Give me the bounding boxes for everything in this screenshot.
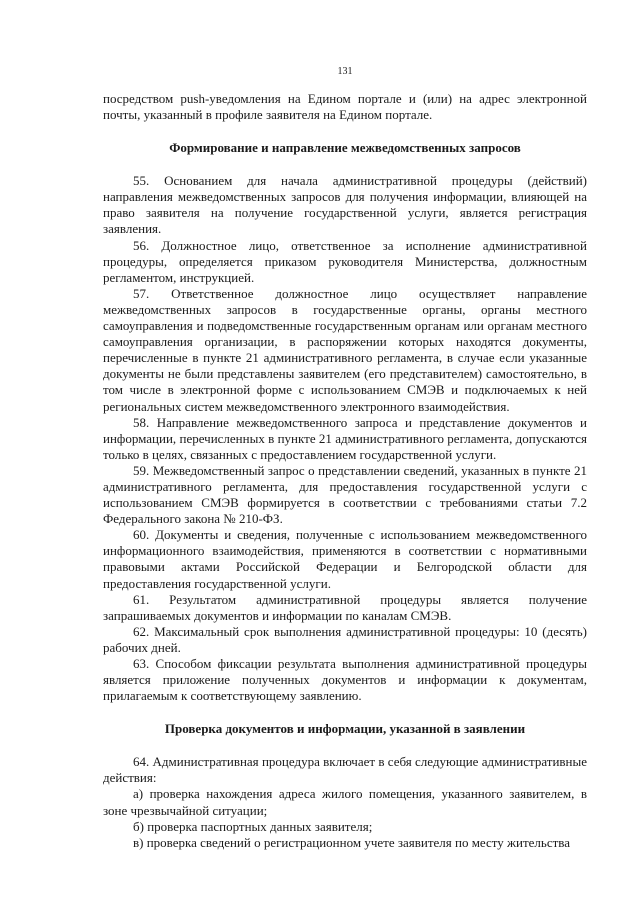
list-item-c: в) проверка сведений о регистрационном учете заявителя по месту жительства xyxy=(133,834,571,850)
paragraph-59: 59. Межведомственный запрос о представлении сведений, указанных в пункте 21 административного регламента, для предоставления государственной услуги с использованием СМЭВ формируется в соответствии с требованиями статьи 7.2 Федерального закона № 210-ФЗ. xyxy=(103,462,587,527)
intro-line-1: посредством push-уведомления на Едином портале и (или) на адрес электронной xyxy=(103,91,587,106)
list-item-b: б) проверка паспортных данных заявителя; xyxy=(133,818,373,834)
paragraph-64: 64. Административная процедура включает в себя следующие административные действия: xyxy=(103,754,587,786)
paragraph-60: 60. Документы и сведения, полученные с использованием межведомственного информационного взаимодействия, применяются в соответствии с нормативными правовыми актами Российской Федерации и Белгородской области для предоставления государственной услуги. xyxy=(103,527,587,591)
paragraph-56: 56. Должностное лицо, ответственное за исполнение административной процедуры, определяется приказом руководителя Министерства, должностным регламентом, инструкцией. xyxy=(103,237,587,285)
paragraph-63: 63. Способом фиксации результата выполнения административной процедуры является приложение полученных документов и информации к документам, прилагаемым к соответствующему заявлению. xyxy=(103,656,587,704)
section-heading-verification: Проверка документов и информации, указанной в заявлении xyxy=(164,721,526,737)
paragraph-57: 57. Ответственное должностное лицо осуществляет направление межведомственных запросов в государственные органы, органы местного самоуправления и подведомственные государственным органам или органам местного самоуправления организации, в распоряжении которых находятся документы, перечисленные в пункте 21 административного регламента, в случае если указанные документы не были представлены заявителем (его представителем) самостоятельно, в том числе в электронной форме с использованием СМЭВ и подключаемых к ней региональных систем межведомственного электронного взаимодействия. xyxy=(103,285,587,414)
paragraph-58: 58. Направление межведомственного запроса и представление документов и информации, перечисленных в пункте 21 административного регламента, допускаются только в целях, связанных с предоставлением государственной услуги. xyxy=(103,414,587,462)
intro-line-2: почты, указанный в профиле заявителя на Едином портале. xyxy=(103,107,433,123)
section-heading-requests: Формирование и направление межведомственных запросов xyxy=(169,140,521,156)
paragraph-55: 55. Основанием для начала административной процедуры (действий) направления межведомственных запросов для получения информации, влияющей на право заявителя на получение государственной услуги, является регистрация заявления. xyxy=(103,173,587,237)
paragraph-61: 61. Результатом административной процедуры является получение запрашиваемых документов и информации по каналам СМЭВ. xyxy=(103,591,587,623)
page-number: 131 xyxy=(337,66,353,77)
paragraph-62: 62. Максимальный срок выполнения административной процедуры: 10 (десять) рабочих дней. xyxy=(103,623,587,655)
list-item-a: а) проверка нахождения адреса жилого помещения, указанного заявителем, в зоне чрезвычайной ситуации; xyxy=(103,786,587,818)
